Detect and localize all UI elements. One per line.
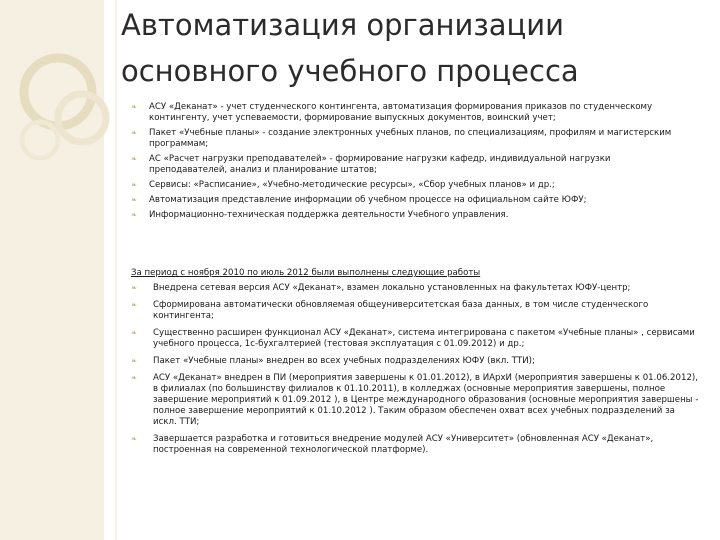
- bullet-icon: ❧: [131, 357, 137, 365]
- list-item: ❧ АС «Расчет нагрузки преподавателей» - формирование нагрузки кафедр, индивидуальной нагрузки преподавателей, анализ и планирование штатов;: [131, 154, 611, 175]
- title-line-2: основного учебного процесса: [121, 54, 579, 88]
- bullet-icon: ❧: [131, 155, 137, 163]
- list-item: ❧ АСУ «Деканат» внедрен в ПИ (мероприятия завершены к 01.01.2012), в ИАрхИ (мероприятия завершены к 01.06.2012), в филиалах (по большинству филиалов к 01.10.2011), в колледжах (основные мероприятия завершены, полное завершение мероприятий к 01.09.2012 ), в Центре международного образования (основные мероприятия завершены - полное завершение мероприятий к 01.10.2012 ). Таким образом обеспечен охват всех учебных подразделений за искл. ТТИ;: [131, 373, 699, 427]
- bullet-icon: ❧: [131, 435, 137, 443]
- bullet-icon: ❧: [131, 301, 137, 309]
- bullet-icon: ❧: [131, 129, 137, 137]
- list-item: ❧ Завершается разработка и готовиться внедрение модулей АСУ «Университет» (обновленная АСУ «Деканат», построенная на современной технологической платформе).: [131, 434, 654, 455]
- completed-work-list: [131, 283, 701, 462]
- period-heading: За период с ноября 2010 по июль 2012 были выполнены следующие работы: [131, 268, 481, 278]
- list-item: ❧ Сформирована автоматически обновляемая общеуниверситетская база данных, в том числе студенческого контингента;: [131, 300, 649, 321]
- bullet-icon: ❧: [131, 374, 137, 382]
- decorative-circles: [0, 0, 120, 540]
- bullet-icon: ❧: [131, 329, 137, 337]
- list-item: ❧ Сервисы: «Расписание», «Учебно-методические ресурсы», «Сбор учебных планов» и др.;: [131, 180, 555, 190]
- bullet-icon: ❧: [131, 284, 137, 292]
- list-item: ❧ Внедрена сетевая версия АСУ «Деканат», взамен локально установленных на факультетах ЮФУ-центр;: [131, 283, 631, 293]
- bullet-icon: ❧: [131, 181, 137, 189]
- list-item: ❧ Информационно-техническая поддержка деятельности Учебного управления.: [131, 210, 509, 220]
- title-line-1: Автоматизация организации: [121, 8, 564, 42]
- bullet-icon: ❧: [131, 211, 137, 219]
- list-item: ❧ Существенно расширен функционал АСУ «Деканат», система интегрирована с пакетом «Учебные планы» , сервисами учебного процесса, 1с-бухгалтерией (тестовая эксплуатация с 01.09.2012) и др.;: [131, 328, 695, 349]
- list-item: ❧ АСУ «Деканат» - учет студенческого контингента, автоматизация формирования приказов по студенческому контингенту, учет успеваемости, формирование выпускных документов, воинский учет;: [131, 102, 653, 123]
- list-item: ❧ Пакет «Учебные планы» внедрен во всех учебных подразделениях ЮФУ (вкл. ТТИ);: [131, 356, 535, 366]
- tasks-list: [131, 102, 691, 225]
- bullet-icon: ❧: [131, 196, 137, 204]
- list-item: ❧ Пакет «Учебные планы» - создание электронных учебных планов, по специализациям, профилям и магистерским программам;: [131, 128, 672, 149]
- list-item: ❧ Автоматизация представление информации об учебном процессе на официальном сайте ЮФУ;: [131, 195, 587, 205]
- bullet-icon: ❧: [131, 103, 137, 111]
- page-title: [121, 2, 701, 94]
